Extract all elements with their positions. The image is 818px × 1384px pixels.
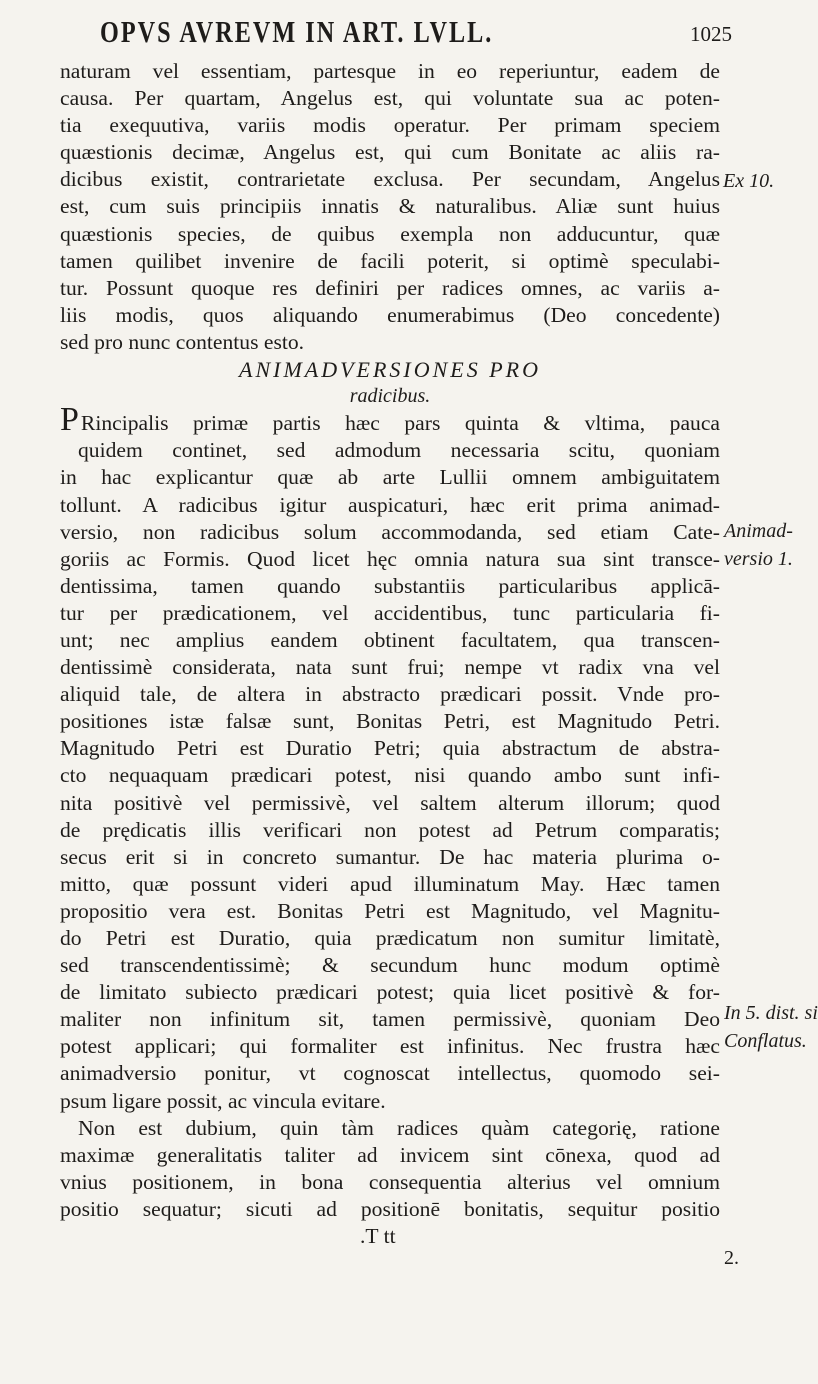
text-line (60, 401, 720, 439)
text-line: animadversio ponitur, vt cognoscat intellectus, quomodo sei- (60, 1061, 720, 1086)
section-heading: ANIMADVERSIONES PRO (239, 357, 541, 383)
text-line: potest applicari; qui formaliter est infinitus. Nec frustra hæc (60, 1034, 720, 1059)
text-line: cto nequaquam prædicari potest, nisi quando ambo sunt infi- (60, 763, 720, 788)
text-line: de prędicatis illis verificari non potest ad Petrum comparatis; (60, 817, 720, 842)
text-line: psum ligare possit, ac vincula evitare. (60, 1088, 386, 1113)
page-number: 1025 (690, 22, 732, 46)
text-line: tia exequutiva, variis modis operatur. Per primam speciem (60, 113, 720, 138)
drop-cap: P (60, 401, 79, 439)
text-line: secus erit si in concreto sumantur. De hac materia plurima o- (60, 844, 720, 869)
margin-note-ex: Ex 10. (723, 170, 775, 192)
text-line: tur. Possunt quoque res definiri per radices omnes, ac variis a- (60, 275, 720, 300)
text-line: do Petri est Duratio, quia prædicatum non sumitur limitatè, (60, 926, 720, 950)
text-line: quæstionis decimæ, Angelus est, qui cum Bonitate ac aliis ra- (60, 140, 720, 165)
text-line: tollunt. A radicibus igitur auspicaturi, hæc erit prima animad- (60, 492, 720, 517)
body-text (60, 58, 720, 1250)
text-line: dentissima, tamen quando substantiis particularibus applicā- (60, 573, 720, 598)
text-line: est, cum suis principiis innatis & naturalibus. Aliæ sunt huius (60, 194, 720, 219)
text-line: dentissimè considerata, nata sunt frui; nempe vt radix vna vel (60, 655, 720, 680)
margin-note-animadversio: Animad- (724, 520, 793, 542)
text-line: tamen quilibet invenire de facili poterit, si optimè speculabi- (60, 248, 720, 273)
text-line: quæstionis species, de quibus exempla non adducuntur, quæ (60, 221, 720, 246)
margin-note-conflatus: Conflatus. (724, 1030, 807, 1052)
text-line: nita positivè vel permissivè, vel saltem alterum illorum; quod (60, 790, 720, 815)
text-line: sed transcendentissimè; & secundum hunc modum optimè (60, 953, 720, 978)
text-line: quidem continet, sed admodum necessaria scitu, quoniam (78, 438, 720, 463)
catchword: .T tt (360, 1224, 396, 1249)
text-line: causa. Per quartam, Angelus est, qui voluntate sua ac poten- (60, 86, 720, 111)
text-line: vnius positionem, in bona consequentia alterius vel omnium (60, 1169, 720, 1194)
text-line: de limitato subiecto prædicari potest; quia licet positivè & for- (60, 980, 720, 1005)
text-line: goriis ac Formis. Quod licet hęc omnia natura sua sint transce- (60, 546, 720, 571)
margin-note-versio: versio 1. (724, 548, 793, 570)
text-line: positiones istæ falsæ sunt, Bonitas Petri, est Magnitudo Petri. (60, 709, 720, 734)
running-title: OPVS AVREVM IN ART. LVLL. (100, 14, 494, 49)
text-line: sed pro nunc contentus esto. (60, 329, 305, 354)
text-line: maliter non infinitum sit, tamen permissivè, quoniam Deo (60, 1007, 720, 1032)
text-line: tur per prædicationem, vel accidentibus, tunc particularia fi- (60, 600, 720, 625)
text-line: aliquid tale, de altera in abstracto prædicari possit. Vnde pro- (60, 682, 720, 707)
margin-note-in5: In 5. dist. si (724, 1002, 818, 1024)
text-line: unt; nec amplius eandem obtinent facultatem, qua transcen- (60, 627, 720, 652)
section-subheading: radicibus. (349, 385, 431, 408)
text-line: propositio vera est. Bonitas Petri est Magnitudo, vel Magnitu- (60, 898, 720, 923)
running-head (0, 14, 800, 60)
text-line: positio sequatur; sicuti ad positionē bonitatis, sequitur positio (60, 1196, 720, 1221)
text-line: naturam vel essentiam, partesque in eo reperiuntur, eadem de (60, 59, 720, 83)
margin-note-number: 2. (724, 1247, 739, 1269)
text-line: maximæ generalitatis taliter ad invicem sint cōnexa, quod ad (60, 1142, 720, 1167)
text-line: mitto, quæ possunt videri apud illuminatum May. Hæc tamen (60, 871, 720, 896)
text-line: versio, non radicibus solum accommodanda, sed etiam Cate- (60, 519, 720, 544)
text-line: Non est dubium, quin tàm radices quàm categorię, ratione (78, 1115, 720, 1140)
text-line: Magnitudo Petri est Duratio Petri; quia abstractum de abstra- (60, 736, 720, 761)
text-line: liis modis, quos aliquando enumerabimus (Deo concedente) (60, 302, 720, 327)
text-line: dicibus existit, contrarietate exclusa. Per secundam, Angelus (60, 167, 720, 192)
text-line: in hac explicantur quæ ab arte Lullii omnem ambiguitatem (60, 465, 720, 490)
text-line-rest: Rincipalis primæ partis hæc pars quinta & vltima, pauca (80, 411, 720, 436)
